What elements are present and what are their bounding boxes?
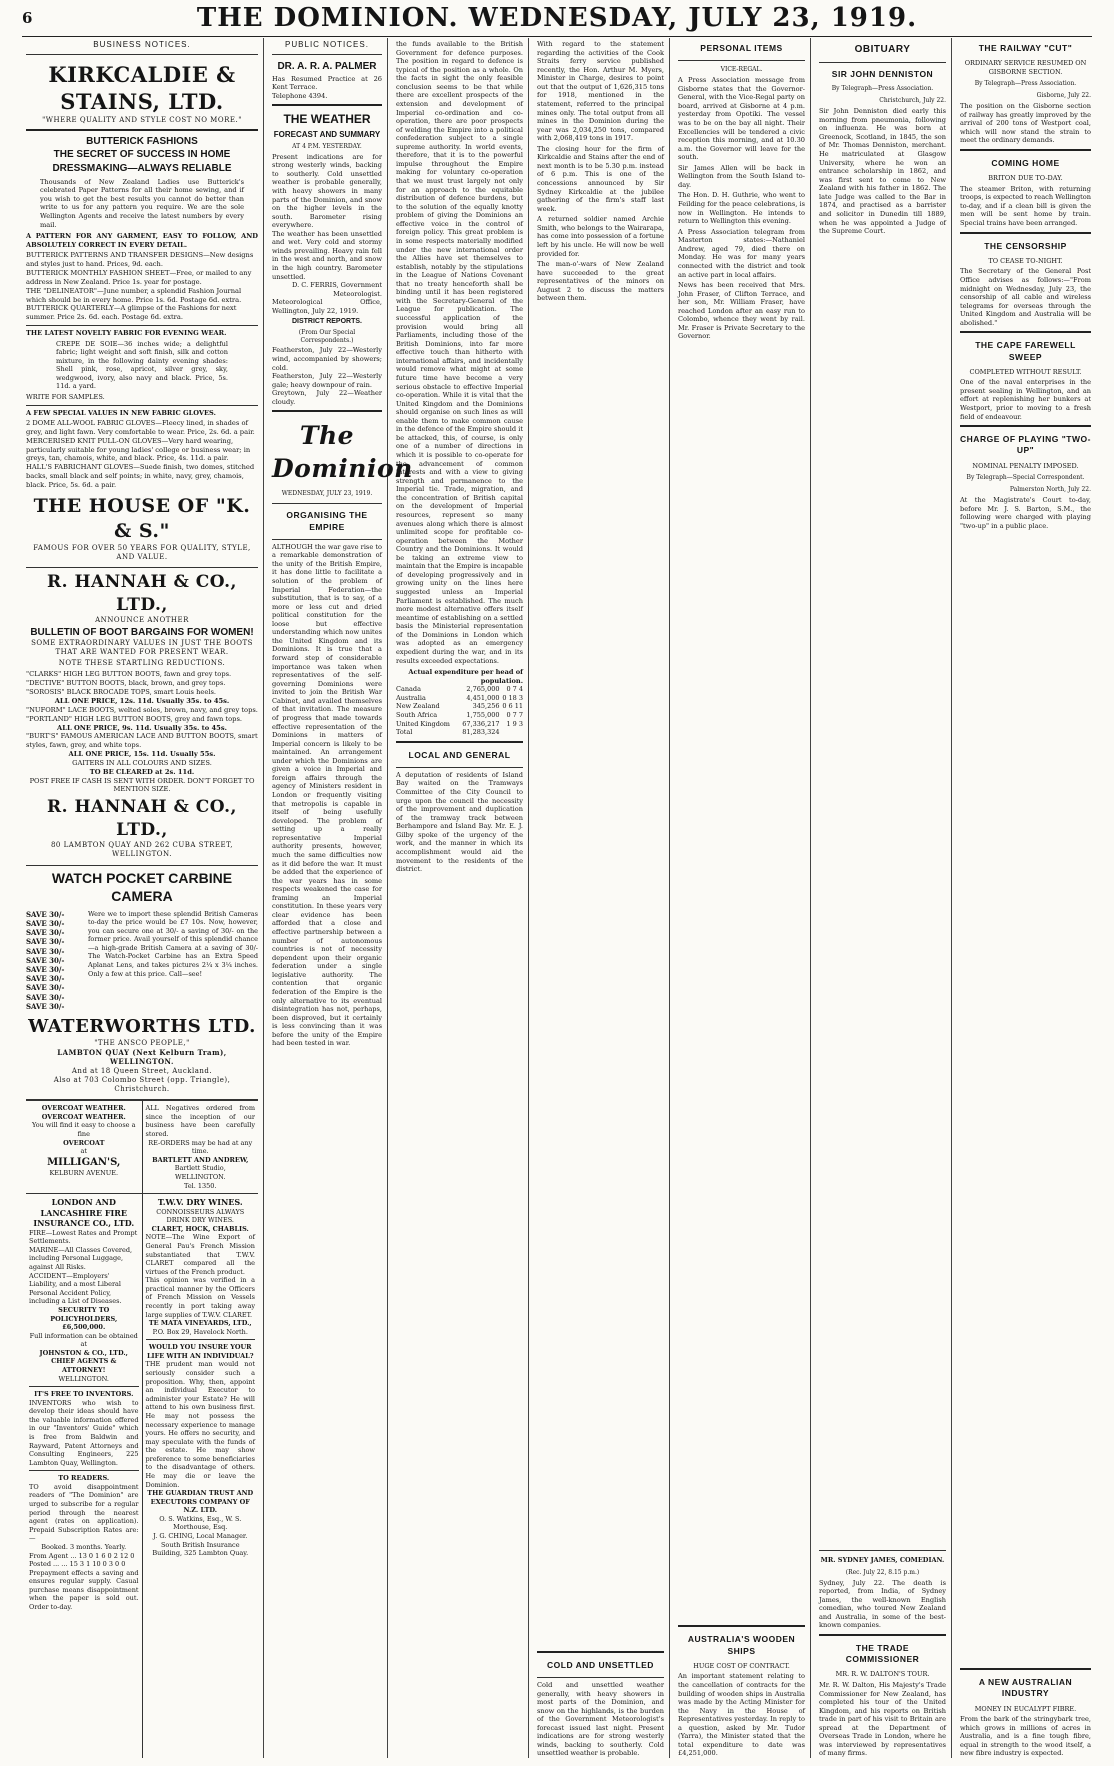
ad-london-accident: ACCIDENT—Employers' Liability, and a most Liberal Personal Accident Policy, including a List of Diseases. [29, 1271, 122, 1306]
ad-butterick-intro: Thousands of New Zealand Ladies use Butterick's celebrated Paper Patterns for all their home sewing, and if you wish to get the best results you cannot do better than write to us for any pattern you require. We are the sole Wellington Agents and receive the latest numbers by every mail. [40, 177, 244, 229]
cost-cell-per: 1 9 3 [506, 719, 523, 728]
ad-butterick-item: BUTTERICK PATTERNS AND TRANSFER DESIGNS—New designs and styles just to hand. Prices, 9d. each. [26, 251, 254, 269]
cost-cell-per: 0 6 11 [502, 702, 523, 711]
ad-guardian-manager: J. G. CHING, Local Manager. [153, 1532, 248, 1541]
column-personal-items [674, 38, 811, 1758]
ad-overcoat-head-2: OVERCOAT WEATHER. [41, 1112, 126, 1121]
cost-cell-name: Australia [396, 693, 426, 702]
censorship-sub: TO CEASE TO-NIGHT. [988, 256, 1063, 265]
local-general-head: LOCAL AND GENERAL [408, 749, 511, 760]
ad-wine-opinion: This opinion was verified in a practical manner by the Officers of French Mission on Vessels recently in port taking away large supplies of T.W.V. CLARET. [145, 1276, 255, 1319]
ad-readers-text: TO avoid disappointment readers of "The Dominion" are urged to subscribe for a regular period through the nearest agent (rates on application). Prepaid Subscription Rates are:— [29, 1482, 139, 1543]
ad-kirkcaldie-name: KIRKCALDIE & STAINS, LTD. [48, 61, 236, 115]
ad-camera-price: SAVE 30/- [26, 928, 65, 938]
ad-camera-price: SAVE 30/- [26, 1001, 65, 1011]
ad-butterick-item: THE "DELINEATOR"—June number, a splendid Fashion Journal which should be in every home. Price 1s. 6d. Postage 6d. extra. [26, 286, 242, 304]
cost-cell-total: 1,755,000 [466, 710, 500, 719]
comedian-text: Sydney, July 22. The death is reported, from India, of Sydney James, the well-known English comedian, who toured New Zealand and Australia, in some of the best-known companies. [819, 1578, 946, 1630]
ad-hannah-name-2: R. HANNAH & CO., LTD., [47, 797, 237, 840]
district-sub: (From Our Special Correspondents.) [298, 328, 356, 344]
column-local-news [533, 38, 670, 1758]
cost-cell-name: Canada [396, 685, 421, 694]
cost-cell-per [500, 728, 524, 737]
ad-bartlett-city: WELLINGTON. [174, 1172, 226, 1181]
personal-items-head: PERSONAL ITEMS [700, 43, 783, 53]
cape-farewell-head: THE CAPE FAREWELL SWEEP [975, 340, 1076, 362]
coming-home-head: COMING HOME [991, 158, 1060, 168]
personal-item: A Press Association message from Gisborne states that the Governor-General, with the Vice-Regal party on board, arrived at Gisborne at 4 p.m. yesterday from Opotiki. The vessel was to be on the bay all night. Their Excellencies will be tendered a civic reception this morning, and at 10.30 a.m. the Governor will leave for the south. [678, 76, 805, 162]
cost-cell-per: 0 7 7 [506, 710, 523, 719]
ad-butterick-head: BUTTERICK FASHIONS [86, 136, 198, 148]
ad-camera-text: Were we to import these splendid British Cameras to-day the price would be £7 10s. Now, however, you can secure one at 30/- a saving of 30/- on the former price. Avail yourself of this splendid chance—a high-grade British Camera at a saving of 30/- The Watch-Pocket Carbine has an Extra Speed Aplanat Lens, and takes pictures 2¼ x 3¼ inches. Only a few at this price. Call—see! [88, 909, 258, 978]
ad-hannah-sub: SOME EXTRAORDINARY VALUES IN JUST THE BOOTS THAT ARE WANTED FOR PRESENT WEAR. [31, 638, 253, 656]
ad-london-security: SECURITY TO POLICYHOLDERS, £6,500,000. [50, 1305, 118, 1332]
weather-sub: FORECAST AND SUMMARY [273, 130, 381, 140]
editorial-text: ALTHOUGH the war gave rise to a remarkable demonstration of the unity of the British Empire, it has done little to facilitate a solution of the problem of Imperial Federation—the substitution, that is to say, of a more or less cut and dried political constitution for the loose but effective understanding which now unites the United Kingdom and its Dominions. It is true that a forward step of considerable importance was taken when representatives of the self-governing Dominions were invited to join the British War Cabinet, and availed themselves of that invitation. The measure of progress that made towards effective representation of the Dominions in matters of Imperial concern is likely to be maintained. An arrangement under which the Dominions are given a voice in Imperial and foreign affairs through the agency of Ministers resident in London or frequently visiting that metropolis is capable in itself of being usefully developed. The problem of setting up a really representative Imperial authority presents, however, much the same difficulties now as it did before the war. It must be added that the experience of the war years has in some respects weakened the case for framing an Imperial constitution. In these years very clear evidence has been afforded that a close and effective partnership between a number of autonomous countries is not of necessity dependent upon their organic federation under a single legislative authority. The contention that organic federation of the Empire is the only alternative to its eventual disintegration has not, perhaps, been disproved, but it certainly is less convincing than it was before the unity of the Empire had been tested in war. [272, 542, 382, 1048]
ad-fabric-head: THE LATEST NOVELTY FABRIC FOR EVENING WEAR. [26, 329, 227, 338]
ad-waterworths-name: WATERWORTHS LTD. [28, 1016, 256, 1038]
ad-camera-price: SAVE 30/- [26, 983, 65, 993]
ads-left-stack [26, 1194, 143, 1758]
ad-samples: WRITE FOR SAMPLES. [26, 392, 105, 401]
column-obituary [815, 38, 952, 1758]
trade-commissioner-head: THE TRADE COMMISSIONER [845, 1642, 920, 1665]
district-report: Featherston, July 22—Westerly gale; heavy downpour of rain. [272, 372, 382, 389]
paper-date: WEDNESDAY, JULY 23, 1919. [281, 490, 373, 498]
ad-hannah-line: ALL ONE PRICE, 15s. 11d. Usually 55s. [68, 750, 216, 759]
obituary-name: SIR JOHN DENNISTON [831, 69, 934, 80]
obituary-text: Sir John Denniston died early this morning from pneumonia, following on influenza. He was born at Greenock, Scotland, in 1845, the son of Mr. Thomas Denniston, merchant. He matriculated at Glasgow University, where he won an entrance scholarship in 1862, and was first sent to come to New Zealand with his father in 1862. The late Judge was called to the Bar in 1874, and practised as a barrister and solicitor in Dunedin till 1889, when he was appointed a Judge of the Supreme Court. [819, 107, 946, 236]
ad-butterick-item: BUTTERICK MONTHLY FASHION SHEET—Free, or mailed to any address in New Zealand. Price 1s. year for postage. [26, 268, 252, 286]
two-up-sub: NOMINAL PENALTY IMPOSED. [972, 461, 1079, 470]
ad-overcoat [26, 1101, 143, 1193]
ad-hannah-line: "PORTLAND" HIGH LEG BUTTON BOOTS, grey and fawn tops. [26, 714, 243, 723]
ad-hannah-headline: BULLETIN OF BOOT BARGAINS FOR WOMEN! [30, 626, 254, 638]
ad-readers-prepay: Prepayment effects a saving and ensures regular supply. Casual purchase means disappointment when the paper is sold out. Order to-day. [29, 1568, 139, 1611]
section-public-notices: PUBLIC NOTICES. [285, 40, 369, 49]
district-report: Featherston, July 22—Westerly wind, accompanied by showers; cold. [272, 346, 382, 372]
ad-london-name: LONDON AND LANCASHIRE FIRE INSURANCE CO., LTD. [33, 1197, 135, 1229]
weather-office: Meteorological Office, Wellington, July 22, 1919. [272, 298, 382, 315]
ad-camera-prices [26, 910, 82, 1012]
cost-cell-name: South Africa [396, 710, 438, 719]
ad-waterworths-sub: "THE ANSCO PEOPLE," [94, 1038, 190, 1047]
vice-regal-head: VICE-REGAL. [720, 66, 763, 74]
cost-cell-total: 67,336,217 [462, 719, 500, 728]
cape-farewell-sub: COMPLETED WITHOUT RESULT. [969, 367, 1082, 376]
masthead [22, 0, 1092, 37]
local-general-text: A deputation of residents of Island Bay waited on the Tramways Committee of the City Council to urge upon the council the necessity of the improvement and duplication of the tramway track between Berhampore and Island Bay. Mr. E. J. Gilby spoke of the urgency of the work, and the manner in which its accomplishment would aid the movement to the residents of the district. [396, 770, 523, 874]
local-news-item: The closing hour for the firm of Kirkcaldie and Stains after the end of next month is to be 5.30 p.m. instead of 6 p.m. This is one of the concessions announced by Sir Sydney Kirkcaldie at the jubilee gathering of the firm's staff last week. [537, 144, 664, 213]
ad-overcoat-line: OVERCOAT [63, 1138, 105, 1147]
ad-camera-price: SAVE 30/- [26, 964, 65, 974]
ad-hannah [26, 568, 258, 865]
personal-item: The Hon. D. H. Guthrie, who went to Feilding for the peace celebrations, is now in Wellington. He intends to return to Wellington this evening. [678, 191, 805, 226]
cost-row [396, 720, 523, 729]
ad-overcoat-head: OVERCOAT WEATHER. [41, 1104, 126, 1113]
ads-right-stack [143, 1194, 259, 1758]
australian-industry-head: A NEW AUSTRALIAN INDUSTRY [978, 1677, 1073, 1699]
ad-overcoat-shop: MILLIGAN'S, [47, 1156, 121, 1168]
local-news-item: A returned soldier named Archie Smith, who belongs to the Wairarapa, has come into possession of a fortune left by his uncle. He will now be well provided for. [537, 215, 664, 258]
ad-glove-item: 2 DOME ALL-WOOL FABRIC GLOVES—Fleecy lined, in shades of grey, and light fawn. Very comfortable to wear. Price, 2s. 6d. a pair. [26, 419, 255, 436]
ad-camera-title: WATCH POCKET CARBINE CAMERA [51, 869, 233, 905]
two-up-by: By Telegraph—Special Correspondent. [966, 474, 1085, 482]
railway-dateline: Gisborne, July 22. [1036, 92, 1091, 100]
cost-row [396, 711, 523, 720]
ad-wine-note: NOTE—The Wine Export of General Pau's French Mission substantiated that T.W.V. CLARET compared all the virtues of the French product. [145, 1233, 255, 1276]
obituary-by: By Telegraph—Press Association. [831, 85, 934, 93]
railway-text: The position on the Gisborne section of railway has greatly improved by the arrival of 200 tons of Westport coal, which will now stand the strain to meet the ordinary demands. [960, 102, 1091, 145]
obituary-head: OBITUARY [854, 44, 911, 55]
ad-glove-item: HALL'S FABRICHANT GLOVES—Suede finish, two domes, stitched backs, small black and self points; in white, navy, grey, chamois, black. Price, 5s. 6d. a pair. [26, 463, 255, 489]
cold-unsettled-text: Cold and unsettled weather generally, with heavy showers in most parts of the Dominion, and snow on the highlands, is the burden of the Government Meteorologist's forecast issued last night. Present indications are for strong westerly winds, backing to southerly. Cold unsettled weather is probable. [537, 1680, 664, 1758]
ad-wine-name: TE MATA VINEYARDS, LTD., [148, 1319, 252, 1328]
ad-readers-rate: Posted ... ... 15 3 1 10 0 3 0 0 [29, 1560, 126, 1569]
ad-secret-head: THE SECRET OF SUCCESS IN HOME [53, 149, 231, 161]
ad-kirkcaldie-stains [26, 58, 258, 569]
obituary-dateline: Christchurch, July 22. [879, 97, 946, 105]
local-news-item: The man-o'-wars of New Zealand have succeeded to the great representatives of the minors on August 2 to discuss the matters between them. [537, 260, 664, 303]
cape-farewell-text: One of the naval enterprises in the present sealing in Wellington, and an effort at replenishing her bunkers at Westport, prior to moving to a fresh field of endeavour. [960, 378, 1091, 421]
ad-camera-price: SAVE 30/- [26, 918, 65, 928]
ad-dressmaking-head: DRESSMAKING—ALWAYS RELIABLE [52, 162, 232, 174]
australian-industry-sub: MONEY IN EUCALYPT FIBRE. [974, 1704, 1077, 1713]
ad-crepe-desc: CREPE DE SOIE—36 inches wide; a delightful fabric; light weight and soft finish, silk and cotton mixture, in the following dainty evening shades: Shell pink, rose, apricot, silver grey, sky, wedgwood, ivory, also navy and black. Price, 5s. 11d. a yard. [56, 339, 228, 391]
ad-camera [26, 866, 258, 1101]
ad-hannah-address: 80 LAMBTON QUAY AND 262 CUBA STREET, WELLINGTON. [50, 841, 234, 859]
ad-camera-price: SAVE 30/- [26, 937, 65, 947]
ad-hannah-name: R. HANNAH & CO., LTD., [47, 572, 237, 615]
ad-hannah-line: ALL ONE PRICE, 9s. 11d. Usually 35s. to 45s. [57, 723, 227, 732]
ad-guardian-directors: O. S. Watkins, Esq., W. S. Morthouse, Esq. [159, 1514, 242, 1532]
ad-inventors-head: IT'S FREE TO INVENTORS. [34, 1390, 134, 1399]
personal-item: News has been received that Mrs. John Fraser, of Clifton Terrace, and her son, Mr. William Fraser, have reached London after an easy run to Colombo, whence they went by rail. Mr. Fraser is Private Secretary to the Governor. [678, 281, 805, 341]
ad-readers-head: TO READERS. [58, 1474, 110, 1483]
ad-overcoat-where: KELBURN AVENUE. [49, 1168, 119, 1177]
ad-wine-address: P.O. Box 29, Havelock North. [152, 1327, 248, 1336]
ad-waterworths-address: LAMBTON QUAY (Next Kelburn Tram), WELLINGTON. [57, 1048, 227, 1067]
notice-palmer-name: DR. A. R. A. PALMER [277, 60, 377, 72]
ad-guardian-address: South British Insurance Building, 325 Lambton Quay. [152, 1540, 249, 1558]
district-report: Greytown, July 22—Weather cloudy. [272, 389, 382, 406]
notice-palmer-text: Has Resumed Practice at 26 Kent Terrace. [272, 74, 382, 92]
ad-waterworths-address-3: Also at 703 Colombo Street (opp. Triangle), Christchurch. [53, 1075, 231, 1094]
personal-item: A Press Association telegram from Masterton states:—Nathaniel Andrew, aged 79, died there on Monday. He was for many years connected with the district and took an active part in local affairs. [678, 227, 805, 279]
ad-insure-head: WOULD YOU INSURE YOUR LIFE WITH AN INDIVIDUAL? [146, 1343, 254, 1360]
cost-row [396, 702, 523, 711]
ad-readers-rate: From Agent ... 13 0 1 6 0 2 12 0 [29, 1551, 135, 1560]
weather-head: THE WEATHER [283, 112, 371, 127]
cost-cell-per: 0 7 4 [506, 685, 523, 694]
district-head: DISTRICT REPORTS. [291, 318, 362, 326]
australian-industry-text: From the bark of the stringybark tree, which grows in millions of acres in Australia, and is a fine tough fibre, equal in strength to the wood itself, a new fibre industry is expected. [960, 1715, 1091, 1758]
page-number: 6 [22, 9, 33, 27]
ad-waterworths-address-2: And at 18 Queen Street, Auckland. [71, 1066, 213, 1075]
two-up-head: CHARGE OF PLAYING "TWO-UP" [960, 434, 1091, 456]
ad-house-of-ks: THE HOUSE OF "K. & S." [33, 494, 251, 542]
personal-item: Sir James Allen will be back in Wellington from the South Island to-day. [678, 163, 805, 189]
ad-hannah-announce: ANNOUNCE ANOTHER [95, 616, 189, 625]
weather-time: AT 4 P.M. YESTERDAY. [292, 142, 362, 150]
ad-hannah-line: ALL ONE PRICE, 12s. 11d. Usually 35s. to 45s. [54, 697, 230, 705]
paper-nameplate: The Dominion [272, 421, 413, 484]
censorship-text: The Secretary of the General Post Office advises as follows:—"From midnight on Wednesday, July 23, the censorship of all cable and wireless telegrams for overseas through the United Kingdom and Australia will be abolished." [960, 267, 1091, 327]
ad-london-info: Full information can be obtained at [29, 1331, 138, 1349]
ad-overcoat-line: at [80, 1147, 87, 1156]
cost-cell-name: United Kingdom [396, 719, 450, 728]
ad-camera-price: SAVE 30/- [26, 974, 65, 984]
censorship-head: THE CENSORSHIP [984, 240, 1067, 251]
ad-london-city: WELLINGTON. [58, 1374, 109, 1383]
wooden-ships-text: An important statement relating to the cancellation of contracts for the building of wooden ships in Australia was made by the Acting Minister for the Navy in the House of Representatives yesterday. In reply to a question, asked by Mr. Tudor (Yarra), the Minister stated that the total expenditure to date was £4,251,000. [678, 1672, 805, 1758]
ad-wine-types: CLARET, HOCK, CHABLIS. [151, 1224, 249, 1233]
comedian-head: MR. SYDNEY JAMES, COMEDIAN. [820, 1556, 945, 1565]
column-railway [956, 38, 1096, 1758]
ad-guardian-name: THE GUARDIAN TRUST AND EXECUTORS COMPANY OF N.Z. LTD. [147, 1489, 254, 1515]
ad-bartlett-tel: Tel. 1350. [184, 1181, 217, 1190]
weather-text: Present indications are for strong westerly winds, backing to southerly. Cold unsettled weather is probable generally, with heavy showers in many parts of the Dominion, and snow on the higher levels in the south. Barometer rising everywhere. [272, 152, 382, 230]
coming-home-text: The steamer Briton, with returning troops, is expected to reach Wellington to-day, and if a clean bill is given the men will be sent home by train. Special trains have been arranged. [960, 184, 1091, 228]
weather-text-2: The weather has been unsettled and wet. Very cold and stormy winds prevailing. Heavy rain fell in the west and north, and snow in the high country. Barometer unsettled. [272, 229, 382, 281]
ad-readers-rates-head: Booked. 3 months. Yearly. [41, 1542, 127, 1551]
ad-hannah-line: "NUFORM" LACE BOOTS, welted soles, brown, navy, and grey tops. [26, 705, 258, 714]
trade-commissioner-text: Mr. R. W. Dalton, His Majesty's Trade Commissioner for New Zealand, has completed his tour of the United Kingdom, and his reports on British trade in part of his visit to Britain are spread at the Department of Overseas Trade in London, where he was interviewed by representatives of many firms. [819, 1680, 946, 1758]
ad-bartlett-name: BARTLETT AND ANDREW, [152, 1155, 249, 1164]
masthead-title: THE DOMINION. WEDNESDAY, JULY 23, 1919. [196, 3, 918, 33]
ad-gloves-head: A FEW SPECIAL VALUES IN NEW FABRIC GLOVES. [26, 408, 216, 417]
ads-row-insurance-wine [26, 1193, 258, 1758]
trade-commissioner-sub: MR. R. W. DALTON'S TOUR. [835, 1670, 930, 1679]
ad-kirkcaldie-slogan: "WHERE QUALITY AND STYLE COST NO MORE." [42, 115, 242, 124]
ad-hannah-line: GAITERS IN ALL COLOURS AND SIZES. [72, 758, 212, 767]
ad-hannah-line: "DECTIVE" BUTTON BOOTS, black, brown, and grey tops. [26, 679, 226, 688]
editorial-headline: ORGANISING THE EMPIRE [286, 510, 368, 532]
coming-home-sub: BRITON DUE TO-DAY. [988, 174, 1063, 183]
wooden-ships-sub: HUGE COST OF CONTRACT. [693, 1661, 790, 1670]
ad-inventors-text: INVENTORS who wish to develop their ideas should have the valuable information offered in our "Inventors' Guide" which is free from Baldwin and Rayward, Patent Attorneys and Consulting Engineers, 225 Lambton Quay, Wellington. [29, 1398, 139, 1467]
ad-camera-price: SAVE 30/- [26, 946, 65, 956]
ad-camera-price: SAVE 30/- [26, 992, 65, 1002]
cost-cell-name: Total [396, 728, 413, 737]
railway-head: THE RAILWAY "CUT" [978, 43, 1073, 53]
cost-cell-total: 81,283,324 [462, 728, 500, 737]
cost-cell-name: New Zealand [396, 702, 440, 711]
defence-cost-table [396, 685, 523, 736]
ad-hannah-line: POST FREE IF CASH IS SENT WITH ORDER. DON'T FORGET TO MENTION SIZE. [29, 776, 255, 794]
ad-london-agent: JOHNSTON & CO., LTD., [39, 1348, 128, 1357]
column-business-notices [22, 38, 264, 1758]
notice-palmer-tel: Telephone 4394. [272, 91, 328, 100]
ad-hannah-note: NOTE THESE STARTLING REDUCTIONS. [58, 659, 226, 668]
ad-bartlett [143, 1101, 259, 1193]
ad-bartlett-text: ALL Negatives ordered from since the inception of our business have been carefully stored. [145, 1104, 255, 1139]
column-editorial-continued [392, 38, 529, 1758]
ad-london-marine: MARINE—All Classes Covered, including Personal Luggage, against All Risks. [29, 1245, 133, 1272]
ad-camera-price: SAVE 30/- [26, 955, 65, 965]
ad-wine-sub: CONNOISSEURS ALWAYS DRINK DRY WINES. [156, 1207, 245, 1225]
railway-sub: ORDINARY SERVICE RESUMED ON GISBORNE SECTION. [964, 59, 1087, 76]
ad-pattern-line: A PATTERN FOR ANY GARMENT, EASY TO FOLLOW, AND ABSOLUTELY CORRECT IN EVERY DETAIL. [26, 232, 258, 249]
wooden-ships-head: AUSTRALIA'S WOODEN SHIPS [687, 1634, 796, 1656]
cold-unsettled-head: COLD AND UNSETTLED [547, 1659, 654, 1670]
cost-table-head: Actual expenditure per head of population. [408, 668, 523, 685]
ad-hannah-line: "SOROSIS" BLACK BROCADE TOPS, smart Louis heels. [26, 688, 217, 697]
ad-glove-item: MERCERISED KNIT PULL-ON GLOVES—Very hard wearing, particularly suitable for young ladies' college or business wear; in greys, tan, chamois, white, and black. Price, 4s. 11d. a pair. [26, 436, 251, 463]
ad-london-agent-2: CHIEF AGENTS & ATTORNEY! [51, 1357, 117, 1374]
ad-butterick-item: BUTTERICK QUARTERLY—A glimpse of the Fashions for next summer. Price 2s. 6d. each. Postage 6d. extra. [26, 304, 237, 322]
ad-insure-text: THE prudent man would not seriously consider such a proposition. Why, then, appoint an individual Executor to administer your Estate? He will attend to his own business first. He may not possess the necessary experience to manage yours. He offers no security, and may speculate with the funds of the estate. He may show preference to some beneficiaries to the disadvantage of others. He may die or leave the Dominion. [145, 1360, 255, 1489]
editorial-continued-text: the funds available to the British Government for defence purposes. The position in regard to defence is typical of the position as a whole. On the facts in sight the only feasible conclusion seems to be that while there are excellent prospects of the extension and development of Imperial co-ordination and co-operation, there are poor prospects of welding the Empire into a political confederation subject to a single supreme authority. In world events, therefore, that it is to the powerful impulse throughout the Empire making for voluntary co-operation that we must trust largely not only for an approach to the equitable distribution of defence burdens, but to the solution of the equally knotty problem of giving the Dominions an effective voice in the control of foreign policy. This great problem is in some respects materially modified under the new international order the Allies have set themselves to establish, notably by the stipulations in the League of Nations Covenant that no treaty henceforth shall be binding until it has been registered with the Secretary-General of the League for publication. The successful application of the provision would bring all Parliaments, including those of the British Dominions, into far more effective touch than hitherto with international affairs, and incidentally would remove what might at some future time have become a very serious obstacle to effective Imperial co-operation. While it is vital that the United Kingdom and the Dominions should organise on such lines as will enable them to make common cause in the defence of the Empire should it be attacked, this, of course, is only one of a number of directions in which it is possible to co-operate for the advancement of common interests and with a view to giving strength and permanence to the Imperial tie. Trade, migration, and the concentration of British capital on the development of Imperial resources, represent so many avenues along which there is almost unlimited scope for profitable co-operation between the Mother Country and the Dominions. It would be taking an extreme view to maintain that the Empire is incapable of developing progressively and in growing unity on the lines here suggested unless an Imperial Parliament is established. The much more modest alternative offers itself meantime of establishing on a settled basis the Ministerial representation of the Dominions in London which was adopted as an emergency expedient during the war, and in its results exceeded expectations. [396, 40, 523, 665]
two-up-dateline: Palmerston North, July 22. [1009, 486, 1091, 494]
ad-bartlett-studio: Bartlett Studio, [174, 1164, 226, 1173]
ad-hannah-line: "BURT'S" FAMOUS AMERICAN LACE AND BUTTON BOOTS, smart styles, fawn, grey, and white tops. [26, 732, 258, 750]
cost-row [396, 685, 523, 694]
ad-hannah-line: "CLARKS" HIGH LEG BUTTON BOOTS, fawn and grey tops. [26, 670, 232, 679]
two-up-text: At the Magistrate's Court to-day, before Mr. J. S. Barton, S.M., the following were charged with playing "two-up" in a public place. [960, 496, 1091, 530]
ad-ks-tag: FAMOUS FOR OVER 50 YEARS FOR QUALITY, STYLE, AND VALUE. [33, 544, 251, 562]
cost-cell-total: 2,765,000 [466, 685, 500, 694]
section-business-notices: BUSINESS NOTICES. [93, 40, 191, 49]
ad-wine-head: T.W.V. DRY WINES. [157, 1197, 243, 1208]
local-news-item: With regard to the statement regarding the activities of the Cook Straits ferry service published recently, the Hon. Arthur M. Myers, Minister in Charge, desires to point out that the output of 1,626,315 tons for 1918, mentioned in the statement, referred to the principal mines only. The total output from all mines in the Dominion during the year was 2,034,250 tons, compared with 2,068,419 tons in 1917. [537, 40, 664, 143]
cost-cell-per: 0 18 3 [502, 693, 523, 702]
cost-row [396, 694, 523, 703]
ad-camera-price: SAVE 30/- [26, 909, 65, 919]
railway-by: By Telegraph—Press Association. [974, 80, 1077, 88]
ad-london-fire: FIRE—Lowest Rates and Prompt Settlements. [29, 1228, 138, 1246]
ad-overcoat-line: You will find it easy to choose a fine [32, 1121, 136, 1139]
ad-hannah-line: TO BE CLEARED at 2s. 11d. [89, 767, 195, 776]
cost-cell-total: 345,256 [472, 702, 500, 711]
comedian-dateline: (Rec. July 22, 8.15 p.m.) [845, 1568, 920, 1576]
ads-row-overcoat-bartlett [26, 1100, 258, 1193]
ad-bartlett-reorders: RE-ORDERS may be had at any time. [148, 1138, 253, 1156]
weather-signed: D. C. FERRIS, Government Meteorologist. [292, 281, 382, 298]
cost-total-row [396, 728, 523, 737]
cost-cell-total: 4,451,000 [466, 693, 500, 702]
